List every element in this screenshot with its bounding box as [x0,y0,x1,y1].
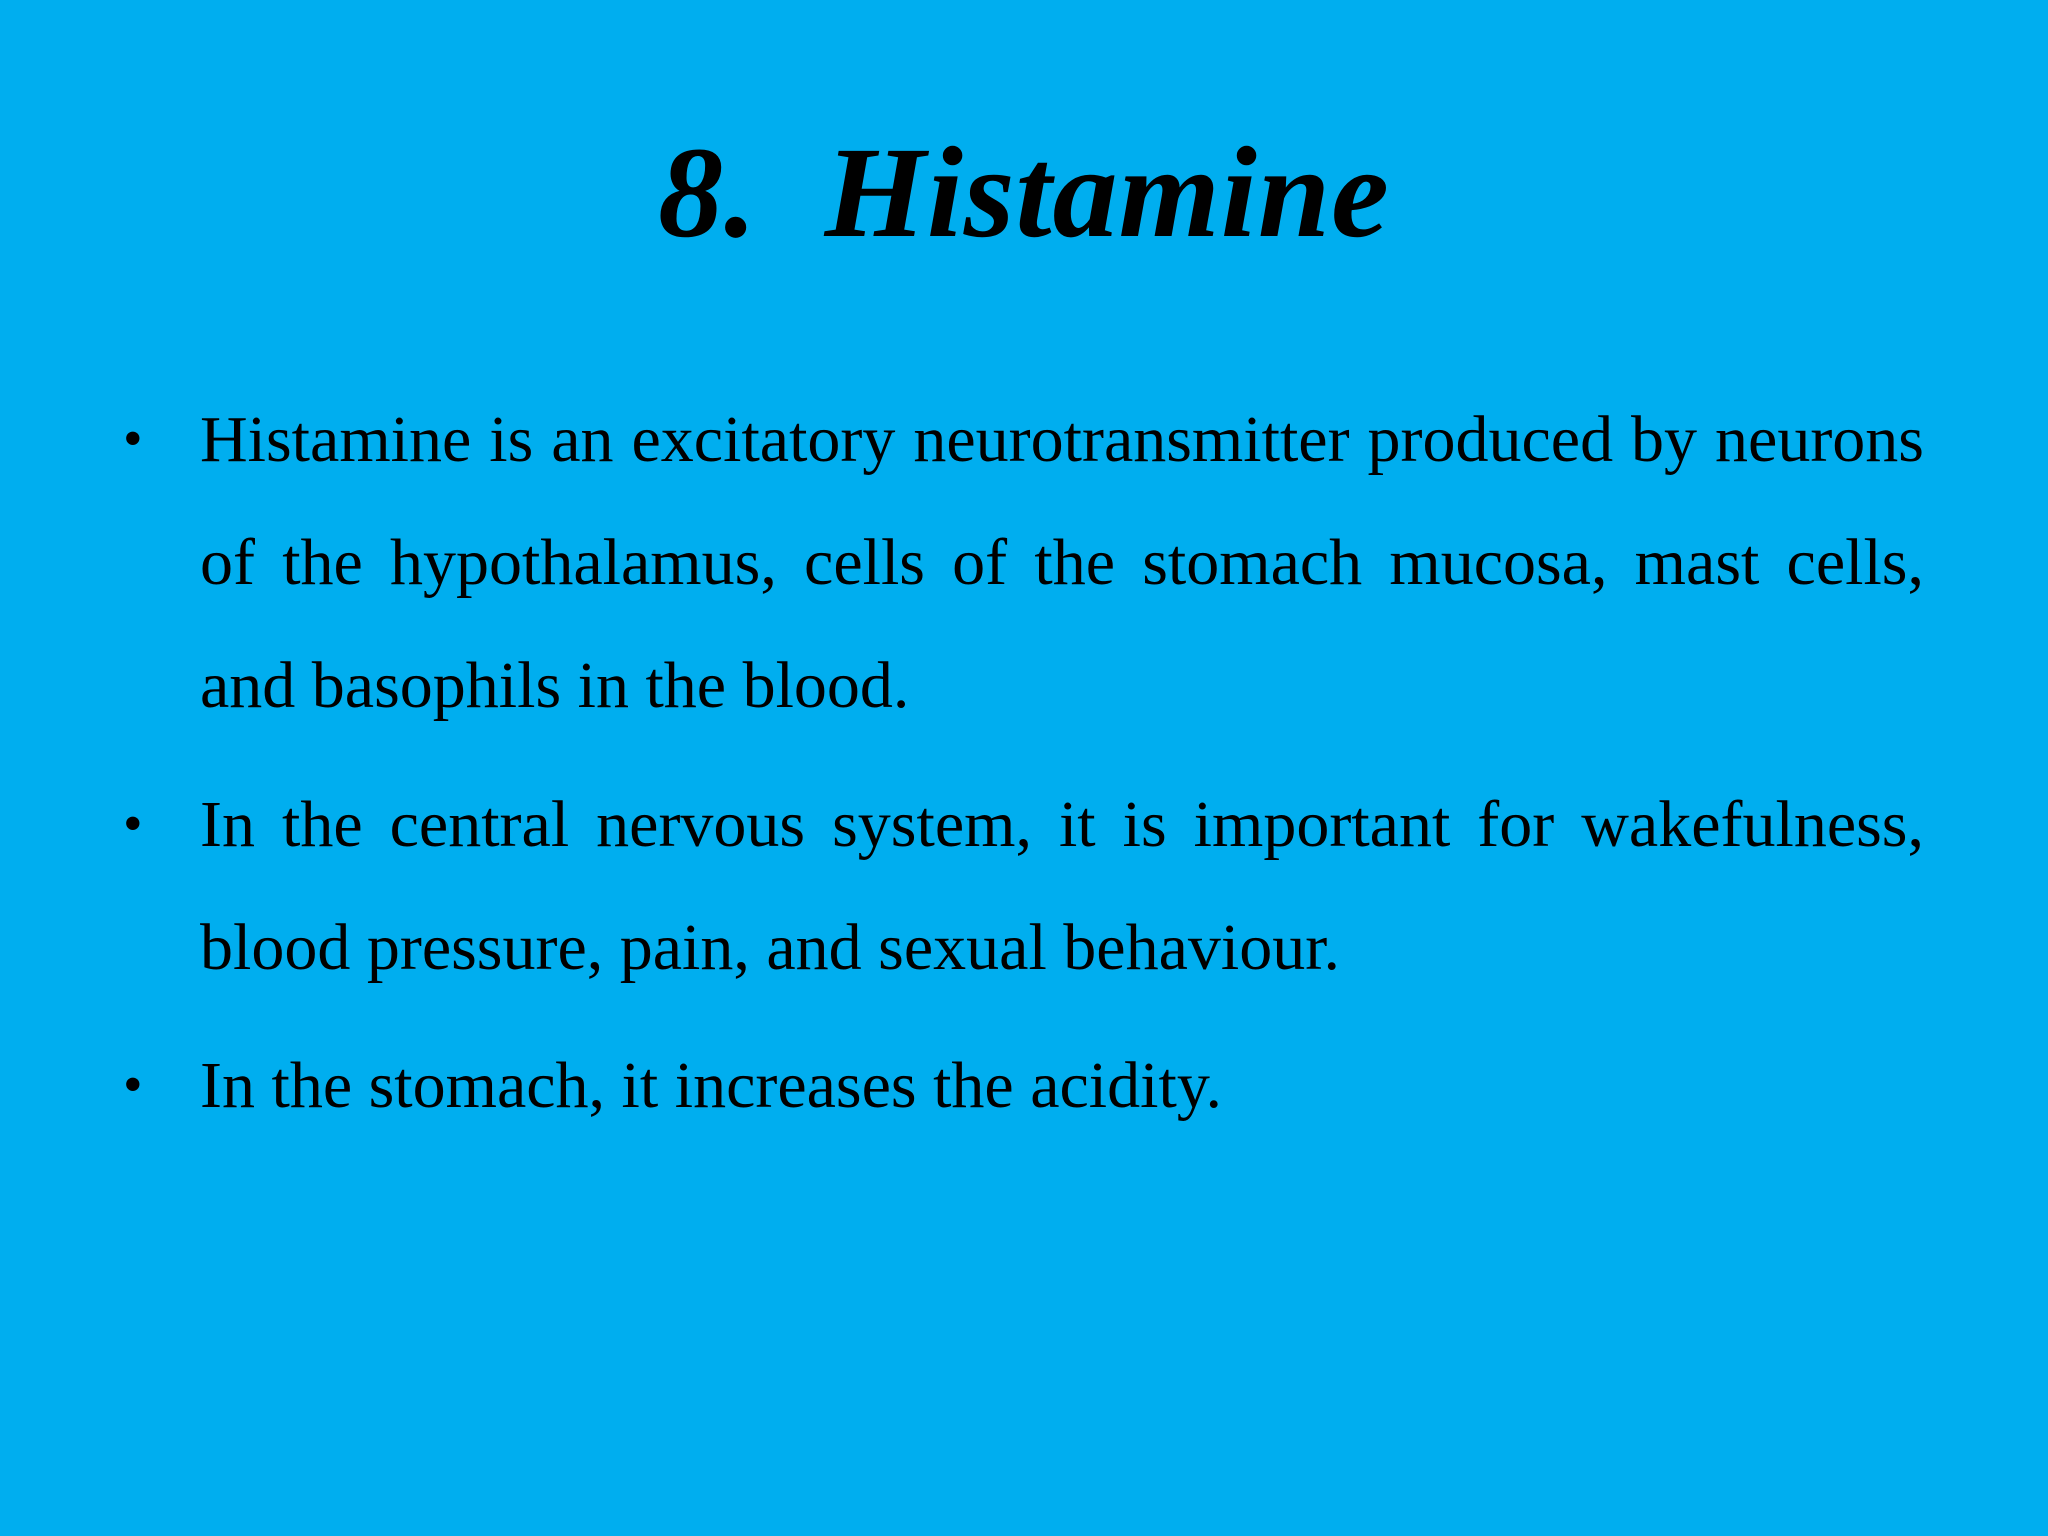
bullet-item-cns-role [123,763,1924,1009]
bullet-text: In the stomach, it increases the acidity. [200,1049,1223,1122]
bullet-icon: • [123,793,143,855]
bullet-icon: • [123,1054,143,1116]
bullet-text: In the central nervous system, it is important for wakefulness, blood pressure, pain, and sexual behaviour. [200,788,1924,984]
bullet-text: Histamine is an excitatory neurotransmitter produced by neurons of the hypothalamus, cells of the stomach mucosa, mast cells, and basophils in the blood. [200,403,1924,722]
bullet-item-histamine-definition [123,378,1924,747]
slide-title: 8. Histamine [658,121,1390,265]
bullet-item-stomach-role [123,1024,1924,1147]
bullet-icon: • [123,408,143,470]
